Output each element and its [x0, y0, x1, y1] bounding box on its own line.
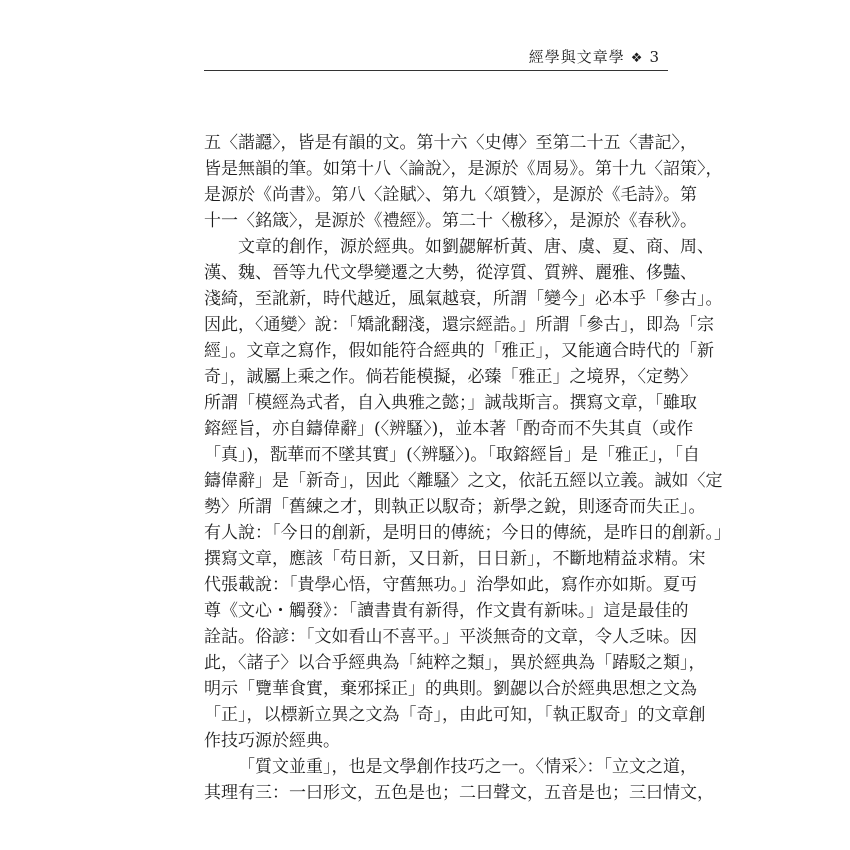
- text-line: 「真」)，翫華而不墜其實」(〈辨騷〉)。「取鎔經旨」是「雅正」，「自: [204, 445, 700, 465]
- text-line: 有人說：「今日的創新，是明日的傳統；今日的傳統，是昨日的創新。」: [204, 523, 731, 543]
- text-line: 奇」，誠屬上乘之作。倘若能模擬，必臻「雅正」之境界，〈定勢〉: [204, 367, 697, 387]
- book-title: 經學與文章學: [528, 48, 625, 66]
- text-line: 鎔經旨，亦自鑄偉辭」(〈辨騷〉)，並本著「酌奇而不失其貞（或作: [204, 419, 694, 439]
- text-line: 皆是無韻的筆。如第十八〈論說〉，是源於《周易》。第十九〈詔策〉，: [204, 159, 723, 179]
- body-text: [204, 130, 731, 806]
- text-line: 「正」，以標新立異之文為「奇」，由此可知，「執正馭奇」的文章創: [204, 705, 706, 725]
- text-line: 尊《文心・觸發》：「讀書貴有新得，作文貴有新味。」這是最佳的: [204, 601, 689, 621]
- text-line: 因此，〈通變〉說：「矯訛翻淺，還宗經誥。」所謂「參古」，即為「宗: [204, 315, 714, 335]
- text-line: 五〈諧讔〉，皆是有韻的文。第十六〈史傳〉至第二十五〈書記〉，: [204, 133, 697, 153]
- text-line: 鑄偉辭」是「新奇」，因此〈離騷〉之文，依託五經以立義。誠如〈定: [204, 471, 723, 491]
- text-line: 撰寫文章，應該「苟日新，又日新，日日新」，不斷地精益求精。宋: [204, 549, 706, 569]
- text-line: 經」。文章之寫作，假如能符合經典的「雅正」，又能適合時代的「新: [204, 341, 714, 361]
- running-header: [529, 46, 660, 67]
- page-number: 3: [649, 48, 660, 66]
- text-line: 淺綺，至訛新，時代越近，風氣越衰，所謂「變今」必本乎「參古」。: [204, 289, 723, 309]
- text-line: 詮詁。俗諺：「文如看山不喜平。」平淡無奇的文章，令人乏味。因: [204, 627, 697, 647]
- text-line: 其理有三：一曰形文，五色是也；二曰聲文，五音是也；三曰情文，: [204, 783, 714, 803]
- text-line: 十一〈銘箴〉，是源於《禮經》。第二十〈檄移〉，是源於《春秋》。: [204, 211, 697, 231]
- text-line: 所謂「模經為式者，自入典雅之懿；」誠哉斯言。撰寫文章，「雖取: [204, 393, 697, 413]
- text-line: 此，〈諸子〉以合乎經典為「純粹之類」，異於經典為「踳駁之類」，: [204, 653, 706, 673]
- text-line: 作技巧源於經典。: [204, 731, 340, 751]
- header-rule: [204, 70, 668, 71]
- text-line: 是源於《尚書》。第八〈詮賦〉、第九〈頌贊〉，是源於《毛詩》。第: [204, 185, 697, 205]
- text-line: 漢、魏、晉等九代文學變遷之大勢，從淳質、質辨、麗雅、侈豔、: [204, 263, 697, 283]
- text-line: 代張載說：「貴學心悟，守舊無功。」治學如此，寫作亦如斯。夏丏: [204, 575, 697, 595]
- text-line: 明示「覽華食實，棄邪採正」的典則。劉勰以合於經典思想之文為: [204, 679, 697, 699]
- separator-ornament: ❖: [630, 51, 644, 66]
- text-line: 文章的創作，源於經典。如劉勰解析黃、唐、虞、夏、商、周、: [238, 237, 714, 257]
- text-line: 勢〉所謂「舊練之才，則執正以馭奇；新學之銳，則逐奇而失正」。: [204, 497, 706, 517]
- text-line: 「質文並重」，也是文學創作技巧之一。〈情采〉：「立文之道，: [238, 757, 697, 777]
